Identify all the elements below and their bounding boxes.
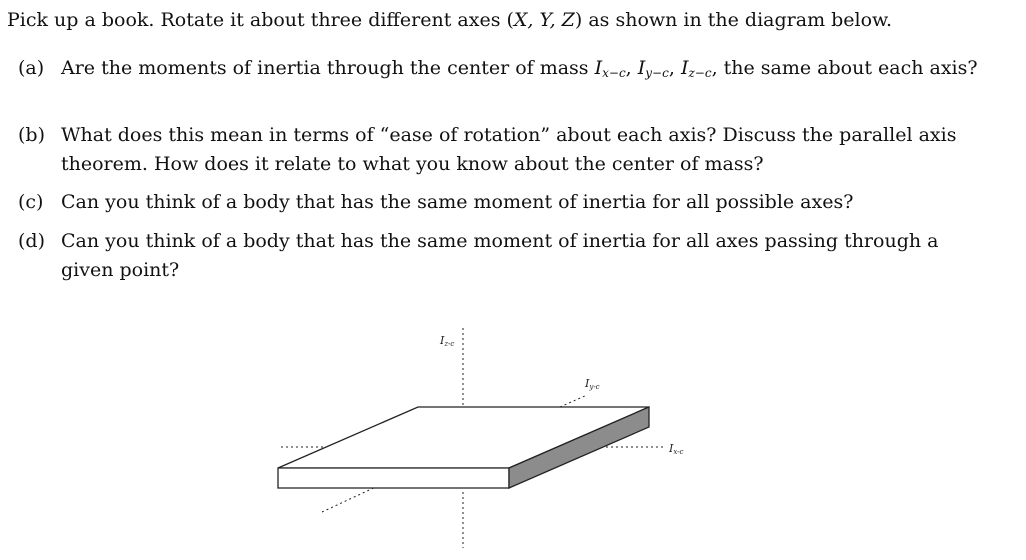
question-b-text: What does this mean in terms of “ease of rotation” about each axis? Discuss the parallel axis theorem. How does it relate to what you know about the center of mass?: [61, 124, 957, 175]
question-c-text: Can you think of a body that has the same moment of inertia for all possible axes?: [61, 191, 854, 213]
question-a-text-before: Are the moments of inertia through the center of mass: [61, 57, 595, 79]
question-d: [18, 227, 996, 285]
question-c: [18, 188, 996, 217]
question-b-label: (b): [18, 124, 45, 146]
moment-x: $I_{x-c}$: [594, 57, 626, 80]
question-a-text-after: the same about each axis?: [717, 57, 978, 79]
x-axis-label: Ix-c: [669, 442, 684, 456]
question-c-label: (c): [18, 191, 44, 213]
question-b: [18, 121, 996, 179]
intro-axes-math: X, Y, Z: [513, 9, 575, 31]
book-rotation-diagram: [265, 320, 725, 552]
y-axis-label: Iy-c: [585, 377, 600, 391]
moment-y: $I_{y-c}$: [637, 57, 669, 80]
question-d-label: (d): [18, 230, 45, 252]
question-a-text: Are the moments of inertia through the center of mass $I_{x-c}$, $I_{y-c}$, $I_{z-c}$, the same about each axis?: [61, 57, 978, 80]
z-axis-label: Iz-c: [440, 334, 455, 348]
moment-z: $I_{z-c}$: [680, 57, 712, 80]
intro-text: [7, 6, 892, 34]
y-axis-upper: [560, 395, 587, 407]
book-front-face: [278, 468, 509, 488]
question-a-label: (a): [18, 57, 45, 79]
intro-text-before: Pick up a book. Rotate it about three different axes (: [7, 9, 514, 31]
question-a: [18, 54, 996, 83]
intro-text-after: ) as shown in the diagram below.: [574, 9, 893, 31]
question-d-text: Can you think of a body that has the same moment of inertia for all axes passing through a given point?: [61, 230, 939, 281]
